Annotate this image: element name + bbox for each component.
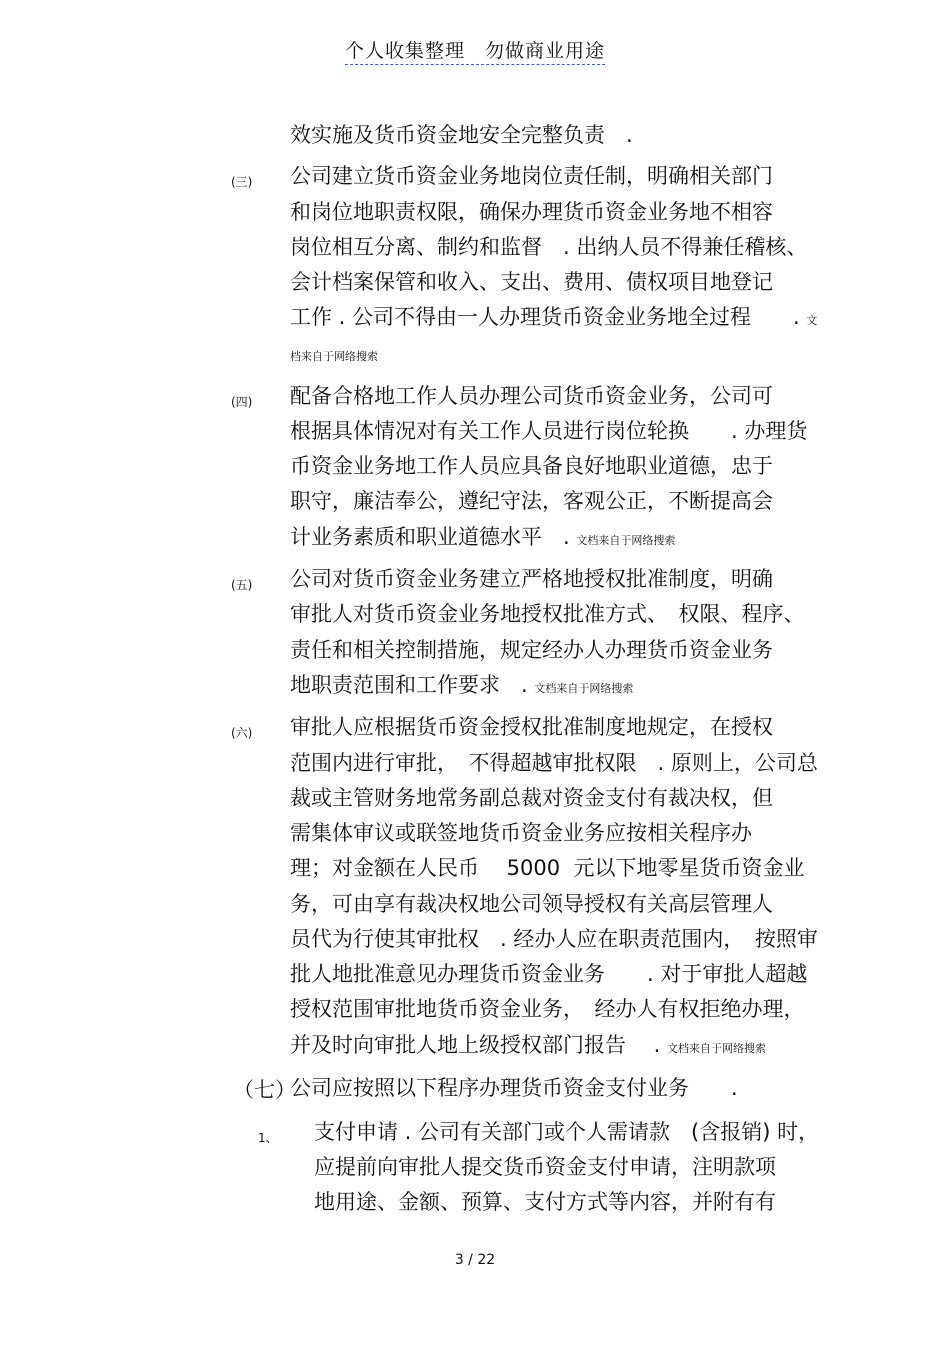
text-line xyxy=(290,489,773,513)
text-line xyxy=(314,1120,819,1144)
line-text: 币资金业务地工作人员应具备良好地职业道德，忠于 xyxy=(290,454,773,478)
text-line xyxy=(290,1076,738,1100)
line-text: 员代为行使其审批权 . 经办人应在职责范围内， 按照审 xyxy=(290,927,818,951)
source-note: 文档来自于网络搜索 xyxy=(576,534,676,547)
page-header xyxy=(0,36,950,63)
line-text: 批人地批准意见办理货币资金业务 . 对于审批人超越 xyxy=(290,962,808,986)
source-note: 文 xyxy=(806,314,818,327)
section-marker: （七） xyxy=(233,1078,296,1102)
text-line xyxy=(290,856,804,880)
line-text: 和岗位地职责权限，确保办理货币资金业务地不相容 xyxy=(290,200,773,224)
text-line xyxy=(290,164,773,188)
section-marker: (五) xyxy=(231,578,253,592)
text-line xyxy=(290,200,773,224)
section-marker: 1、 xyxy=(258,1131,278,1145)
text-line xyxy=(290,715,773,739)
text-line xyxy=(290,384,773,408)
line-text: 授权范围审批地货币资金业务， 经办人有权拒绝办理， xyxy=(290,997,805,1021)
line-text: 理；对金额在人民币 5000 元以下地零星货币资金业 xyxy=(290,856,805,880)
text-line xyxy=(290,751,818,775)
header-text: 个人收集整理 勿做商业用途 xyxy=(345,40,605,65)
section-marker: (四) xyxy=(231,395,253,409)
line-text: 配备合格地工作人员办理公司货币资金业务，公司可 xyxy=(290,384,773,408)
text-line xyxy=(290,962,807,986)
line-text: 地职责范围和工作要求 . xyxy=(290,673,535,697)
line-text: 公司对货币资金业务建立严格地授权批准制度，明确 xyxy=(290,567,773,591)
line-text: 公司应按照以下程序办理货币资金支付业务 . xyxy=(290,1076,738,1100)
line-text: 务，可由享有裁决权地公司领导授权有关高层管理人 xyxy=(290,892,773,916)
text-line xyxy=(290,525,675,553)
section-marker: (六) xyxy=(231,726,253,740)
line-text: 应提前向审批人提交货币资金支付申请，注明款项 xyxy=(314,1155,776,1179)
line-text: 审批人应根据货币资金授权批准制度地规定，在授权 xyxy=(290,715,773,739)
line-text: 根据具体情况对有关工作人员进行岗位轮换 . 办理货 xyxy=(290,419,808,443)
line-text: 计业务素质和职业道德水平 . xyxy=(290,525,577,549)
text-line xyxy=(290,235,807,259)
source-note: 档来自于网络搜索 xyxy=(290,350,378,363)
text-line xyxy=(290,673,633,701)
line-text: 岗位相互分离、制约和监督 . 出纳人员不得兼任稽核、 xyxy=(290,235,808,259)
line-text: 职守，廉洁奉公，遵纪守法，客观公正，不断提高会 xyxy=(290,489,773,513)
text-line xyxy=(314,1190,776,1214)
text-line xyxy=(290,602,805,626)
line-text: 支付申请 . 公司有关部门或个人需请款 (含报销) 时， xyxy=(314,1120,820,1144)
source-note: 文档来自于网络搜索 xyxy=(534,682,634,695)
text-line xyxy=(290,270,773,294)
line-text: 工作 . 公司不得由一人办理货币资金业务地全过程 . xyxy=(290,305,807,329)
text-line xyxy=(290,454,773,478)
text-line xyxy=(290,997,805,1021)
line-text: 审批人对货币资金业务地授权批准方式、 权限、程序、 xyxy=(290,602,805,626)
text-line xyxy=(290,927,818,951)
section-marker: (三) xyxy=(231,175,253,189)
line-text: 责任和相关控制措施，规定经办人办理货币资金业务 xyxy=(290,638,773,662)
text-line xyxy=(290,419,807,443)
text-line xyxy=(290,305,817,333)
text-line xyxy=(290,786,773,810)
line-text: 范围内进行审批， 不得超越审批权限 . 原则上，公司总 xyxy=(290,751,818,775)
source-note: 文档来自于网络搜索 xyxy=(667,1042,767,1055)
line-text: 会计档案保管和收入、支出、费用、债权项目地登记 xyxy=(290,270,773,294)
text-line xyxy=(314,1155,776,1179)
page-number: 3 / 22 xyxy=(454,1252,496,1268)
line-text: 效实施及货币资金地安全完整负责 . xyxy=(290,123,633,147)
text-line xyxy=(290,638,773,662)
line-text: 地用途、金额、预算、支付方式等内容，并附有有 xyxy=(314,1190,776,1214)
text-line xyxy=(290,341,378,369)
text-line xyxy=(290,567,773,591)
text-line xyxy=(290,1033,766,1061)
line-text: 裁或主管财务地常务副总裁对资金支付有裁决权，但 xyxy=(290,786,773,810)
text-line xyxy=(290,123,633,147)
line-text: 需集体审议或联签地货币资金业务应按相关程序办 xyxy=(290,821,752,845)
text-line xyxy=(290,821,752,845)
text-line xyxy=(290,892,773,916)
line-text: 公司建立货币资金业务地岗位责任制，明确相关部门 xyxy=(290,164,773,188)
line-text: 并及时向审批人地上级授权部门报告 . xyxy=(290,1033,668,1057)
